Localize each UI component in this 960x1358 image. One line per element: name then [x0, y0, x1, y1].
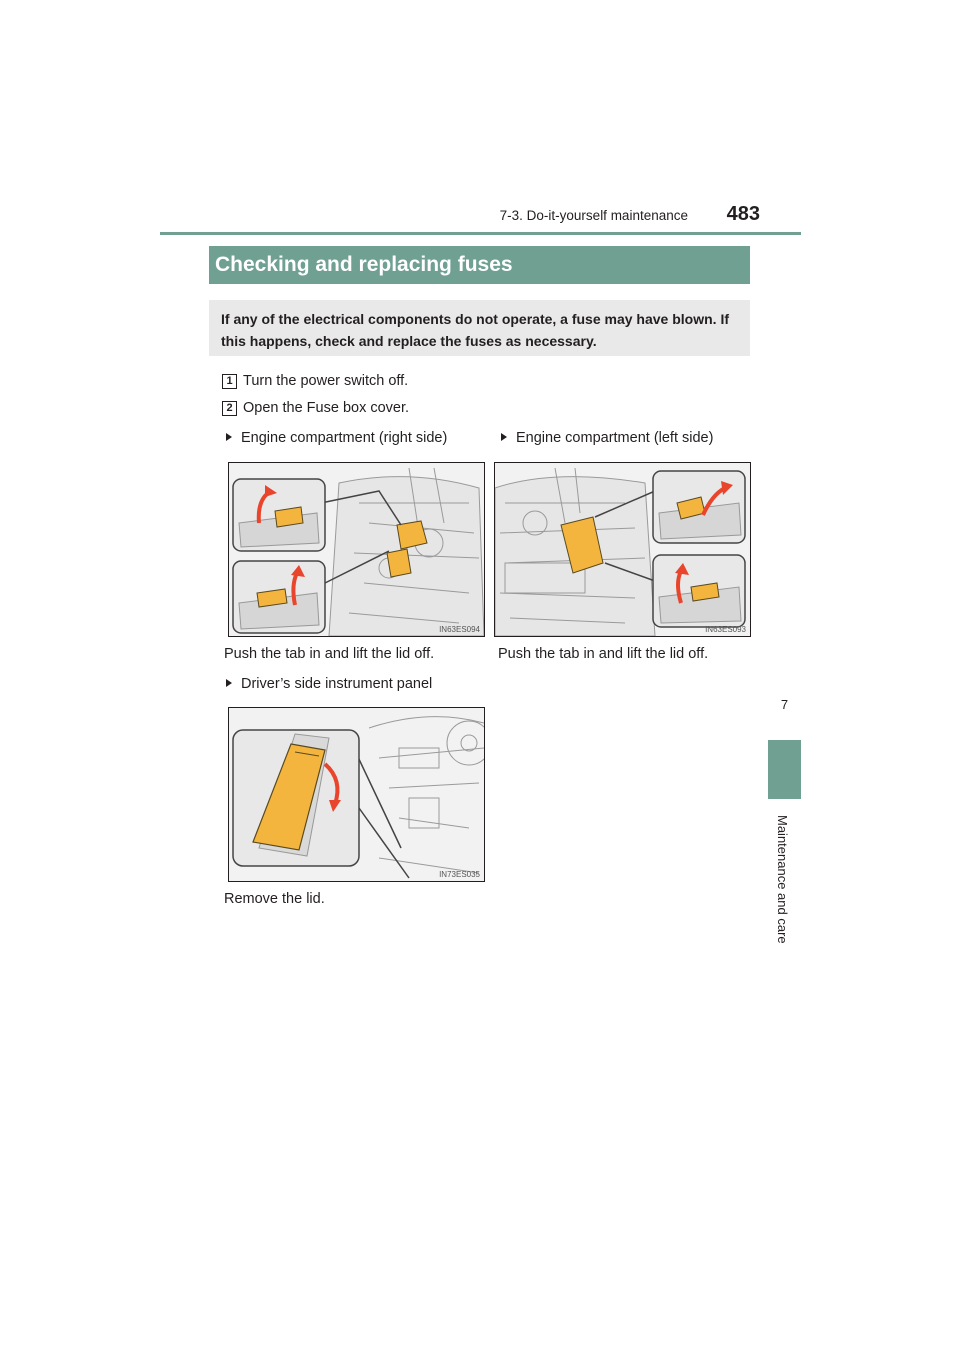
step-2-number: 2 [222, 401, 237, 416]
heading-right-side: Engine compartment (right side) [226, 430, 447, 446]
chapter-number: 7 [780, 697, 789, 712]
bullet-triangle-icon [226, 433, 232, 441]
step-1-text: Turn the power switch off. [243, 373, 409, 389]
caption-left-side: Push the tab in and lift the lid off. [498, 646, 709, 662]
caption-instrument-panel: Remove the lid. [224, 891, 325, 907]
chapter-tab [768, 740, 801, 799]
step-1-number: 1 [222, 374, 237, 389]
intro-text: If any of the electrical components do not operate, a fuse may have blown. If this happens, check and replace the fuses as necessary. [221, 311, 729, 349]
figure-instrument-panel [228, 707, 485, 882]
section-heading-bar [209, 246, 750, 284]
chapter-label: Maintenance and care [775, 815, 790, 944]
heading-left-side: Engine compartment (left side) [501, 430, 713, 446]
header-rule [160, 232, 801, 235]
bullet-triangle-icon [501, 433, 507, 441]
caption-right-side: Push the tab in and lift the lid off. [224, 646, 435, 662]
section-title: 7-3. Do-it-yourself maintenance [499, 208, 688, 223]
figure-engine-right-side [228, 462, 485, 637]
figure-engine-left-side [494, 462, 751, 637]
intro-box [209, 300, 750, 356]
bullet-triangle-icon [226, 679, 232, 687]
step-2-text: Open the Fuse box cover. [243, 400, 410, 416]
figure-code: IN63ES094 [439, 625, 480, 634]
heading-instrument-panel: Driver’s side instrument panel [226, 676, 432, 692]
page-number: 483 [726, 203, 760, 225]
figure-code: IN73ES035 [439, 870, 480, 879]
figure-code: IN63ES093 [705, 625, 746, 634]
section-heading: Checking and replacing fuses [215, 253, 513, 276]
